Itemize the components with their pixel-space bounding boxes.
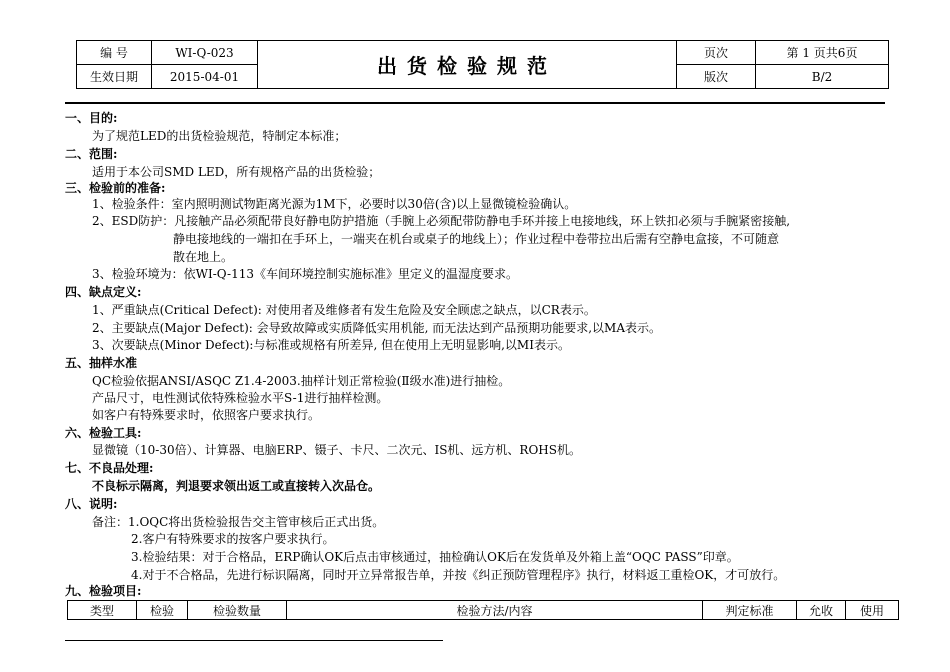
page-number: 第 1 页共6页: [756, 41, 889, 65]
defect-critical: 1、严重缺点(Critical Defect): 对使用者及维修者有发生危险及安全顾虑之缺点，以CR表示。: [92, 303, 596, 317]
col-use: 使用: [846, 601, 899, 620]
sampling-item-3: 如客户有特殊要求时，依照客户要求执行。: [92, 408, 321, 422]
section-purpose-text: 为了规范LED的出货检验规范，特制定本标准；: [92, 129, 347, 143]
section-preparation-title: 三、检验前的准备:: [65, 181, 166, 195]
preparation-item-2-cont2: 散在地上。: [173, 250, 234, 264]
table-header-row: [68, 601, 899, 620]
defect-major: 2、主要缺点(Major Defect): 会导致故障或实质降低实用机能, 而无法达到产品预期功能要求,以MA表示。: [92, 321, 662, 335]
defect-minor: 3、次要缺点(Minor Defect):与标准或规格有所差异, 但在使用上无明显影响,以MI表示。: [92, 338, 570, 352]
effective-date-label: 生效日期: [77, 65, 152, 89]
section-tools-title: 六、检验工具:: [65, 426, 142, 440]
note-2: 2.客户有特殊要求的按客户要求执行。: [131, 532, 335, 546]
col-inspection: 检验: [137, 601, 188, 620]
section-scope-text: 适用于本公司SMD LED，所有规格产品的出货检验；: [92, 165, 381, 179]
header-divider: [65, 102, 885, 104]
doc-number: WI-Q-023: [152, 41, 258, 65]
preparation-item-2-cont: 静电接地线的一端扣在手环上，一端夹在机台或桌子的地线上）；作业过程中卷带拉出后需有空静电盒接，不可随意: [173, 232, 780, 246]
effective-date: 2015-04-01: [152, 65, 258, 89]
version: B/2: [756, 65, 889, 89]
inspection-items-table: [67, 600, 899, 620]
footer-line: [65, 640, 443, 641]
nonconforming-text: 不良标示隔离，判退要求领出返工或直接转入次品仓。: [92, 479, 381, 493]
sampling-item-1: QC检验依据ANSI/ASQC Z1.4-2003.抽样计划正常检验(Ⅱ级水准)进行抽检。: [92, 374, 511, 388]
section-defects-title: 四、缺点定义:: [65, 285, 142, 299]
section-purpose-title: 一、目的:: [65, 111, 118, 125]
col-method: 检验方法/内容: [287, 601, 703, 620]
col-quantity: 检验数量: [188, 601, 287, 620]
col-accept: 允收: [797, 601, 846, 620]
note-4: 4.对于不合格品，先进行标识隔离，同时开立异常报告单，并按《纠正预防管理程序》执行，材料返工重检OK，才可放行。: [131, 568, 786, 582]
version-label: 版次: [677, 65, 756, 89]
section-sampling-title: 五、抽样水准: [65, 356, 138, 370]
preparation-item-3: 3、检验环境为：依WI-Q-113《车间环境控制实施标准》里定义的温湿度要求。: [92, 267, 519, 281]
section-scope-title: 二、范围:: [65, 147, 118, 161]
preparation-item-1: 1、检验条件：室内照明测试物距离光源为1M下，必要时以30倍(含)以上显微镜检验确认。: [92, 197, 577, 211]
note-3: 3.检验结果：对于合格品，ERP确认OK后点击审核通过，抽检确认OK后在发货单及外箱上盖“OQC PASS”印章。: [131, 550, 739, 564]
section-notes-title: 八、说明:: [65, 497, 118, 511]
section-nonconforming-title: 七、不良品处理:: [65, 461, 154, 475]
document-header-table: [76, 40, 889, 89]
col-type: 类型: [68, 601, 137, 620]
tools-text: 显微镜（10-30倍）、计算器、电脑ERP、镊子、卡尺、二次元、IS机、远方机、ROHS机。: [92, 443, 581, 457]
col-criteria: 判定标准: [703, 601, 797, 620]
doc-number-label: 编 号: [77, 41, 152, 65]
document-title: 出货检验规范: [258, 41, 677, 89]
note-1: 备注：1.OQC将出货检验报告交主管审核后正式出货。: [92, 515, 385, 529]
sampling-item-2: 产品尺寸，电性测试依特殊检验水平S-1进行抽样检测。: [92, 391, 389, 405]
section-items-title: 九、检验项目:: [65, 584, 142, 598]
preparation-item-2: 2、ESD防护：凡接触产品必须配带良好静电防护措施（手腕上必须配带防静电手环并接上电接地线，环上铁扣必须与手腕紧密接触,: [92, 214, 791, 228]
page-label: 页次: [677, 41, 756, 65]
